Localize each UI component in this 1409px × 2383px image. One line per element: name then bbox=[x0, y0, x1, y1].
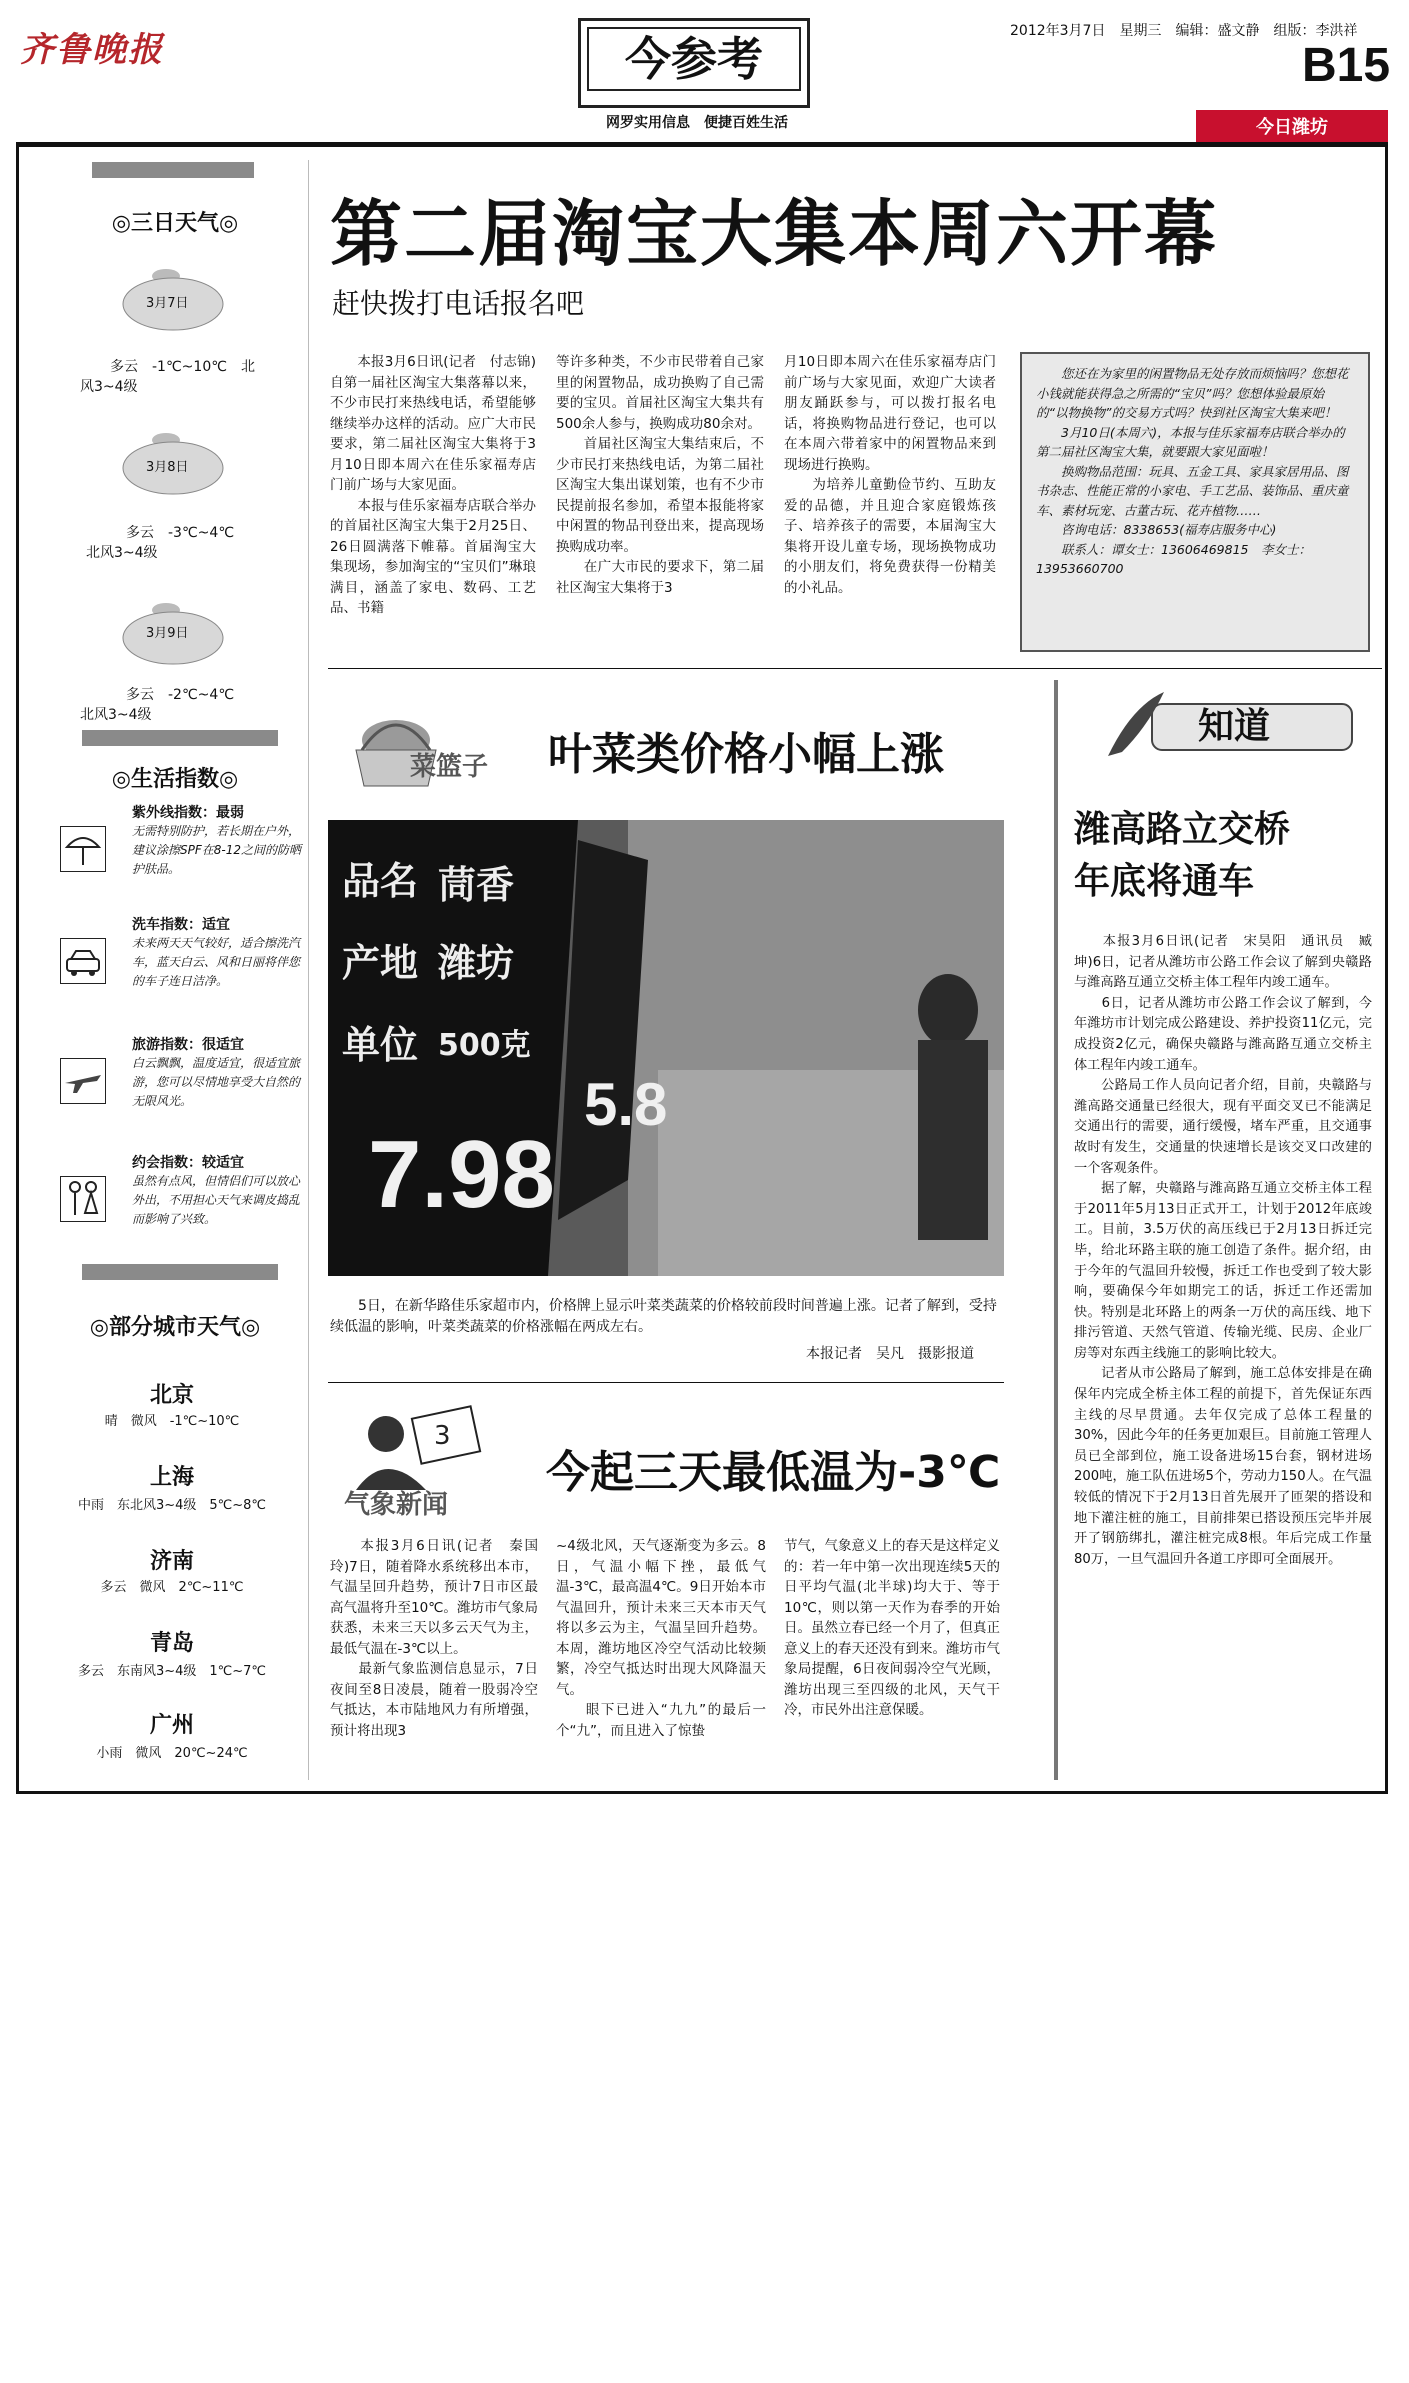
veg-headline: 叶菜类价格小幅上涨 bbox=[548, 729, 944, 780]
weather-news-kicker: 气象新闻 bbox=[344, 1490, 449, 1520]
sign-label: 单位 bbox=[342, 1023, 419, 1067]
city-name: 上海 bbox=[149, 1465, 194, 1490]
zhidao-headline-line1: 潍高路立交桥 bbox=[1074, 809, 1291, 850]
sign-price: 5.8 bbox=[584, 1071, 668, 1138]
day-wind: 北风3~4级 bbox=[80, 707, 152, 723]
paper-logo: 齐鲁晚报 bbox=[20, 30, 164, 70]
svg-text:3: 3 bbox=[434, 1421, 451, 1451]
day-forecast: 多云 -3℃~4℃ bbox=[126, 525, 235, 541]
city-weather-title: ◎部分城市天气◎ bbox=[89, 1315, 261, 1340]
city-name: 北京 bbox=[149, 1383, 194, 1408]
three-day-weather-title: ◎三日天气◎ bbox=[111, 211, 239, 236]
parasol-icon bbox=[60, 826, 106, 872]
index-body: 虽然有点风，但情侣们可以放心外出，不用担心天气来调皮捣乱而影响了兴致。 bbox=[132, 1174, 301, 1226]
veg-kicker: 菜篮子 bbox=[410, 752, 489, 782]
zhidao-kicker: 知道 bbox=[1198, 705, 1271, 747]
city-name: 广州 bbox=[149, 1713, 194, 1738]
car-wash-icon bbox=[60, 938, 106, 984]
lead-body-col1: 本报3月6日讯(记者 付志锦)自第一届社区淘宝大集落幕以来，不少市民打来热线电话，希望能够继续举办这样的活动。应广大市民要求，第二届社区淘宝大集将于3月10日即本周六在佳乐家福寿店门前广场与大家见面。 本报与佳乐家福寿店联合举办的首届社区淘宝大集于2月25日、26日圆满落下帷幕。首届淘宝大集现场，参加淘宝的“宝贝们”琳琅满目，涵盖了家电、数码、工艺品、书籍 bbox=[330, 354, 536, 616]
sign-value: 茼香 bbox=[438, 863, 515, 907]
city-name: 济南 bbox=[149, 1549, 194, 1574]
section-divider bbox=[328, 1382, 1004, 1383]
index-body: 无需特别防护，若长期在户外，建议涂擦SPF在8-12之间的防晒护肤品。 bbox=[132, 824, 301, 876]
city-forecast: 多云 东南风3~4级 1℃~7℃ bbox=[77, 1664, 267, 1679]
zhidao-headline-line2: 年底将通车 bbox=[1074, 861, 1255, 902]
section-divider bbox=[328, 668, 1382, 669]
day-wind: 风3~4级 bbox=[80, 379, 138, 395]
city-name: 青岛 bbox=[149, 1631, 194, 1656]
day-date: 3月9日 bbox=[146, 626, 189, 641]
column-title: 今参考 bbox=[587, 27, 801, 91]
zhidao-body: 本报3月6日讯(记者 宋昊阳 通讯员 臧坤)6日，记者从潍坊市公路工作会议了解到央赣路与潍高路互通立交桥主体工程年内竣工通车。 6日，记者从潍坊市公路工作会议了解到，今年潍坊市计划完成公路建设、养护投资11亿元，完成投资2亿元，确保央赣路与潍高路互通立交桥主体工程年内竣工通车。 公路局工作人员向记者介绍，目前，央赣路与潍高路交通量已经很大，现有平面交叉已不能满足交通出行的需要，通行缓慢，堵车严重，且交通事故时有发生，交通量的快速增长是该交叉口改建的一个客观条件。 据了解，央赣路与潍高路互通立交桥主体工程于2011年5月13日正式开工，计划于2012年底竣工。目前，3.5万伏的高压线已于2月13日拆迁完毕，给北环路主联的施工创造了条件。据介绍，由于今年的气温回升较慢，拆迁工作也受到了较大影响，要确保今年如期完工的话，拆迁工作还需加快。特别是北环路上的两条一万伏的高压线、地下排污管道、天然气管道、传输光缆、民房、企业厂房等对东西主线施工的影响比较大。 记者从市公路局了解到，施工总体安排是在确保年内完成全桥主体工程的前提下，首先保证东西主线的尽早贯通。去年仅完成了总体工程量的30%，因此今年的任务更加艰巨。目前施工管理人员已全部到位，施工设备进场15台套，钢材进场200吨，施工队伍进场5个，劳动力150人。在气温较低的情况下于2月13日首先展开了匝架的搭设和地下灌注桩的施工，目前排架已搭设预压完毕并展开了钢筋绑扎，灌注桩完成8根。年后完成工作量80万，一旦气温回升各道工序即可全面展开。 bbox=[1074, 934, 1372, 1567]
sign-value: 潍坊 bbox=[438, 941, 515, 985]
day-date: 3月8日 bbox=[146, 460, 189, 475]
page-meta: 2012年3月7日 星期三 编辑：盛文静 组版：李洪祥 bbox=[1010, 23, 1358, 39]
lead-body-col3: 月10日即本周六在佳乐家福寿店门前广场与大家见面，欢迎广大读者朋友踊跃参与，可以拨打报名电话，将换购物品进行登记，也可以在本周六带着家中的闲置物品来到现场进行换购。 为培养儿童勤俭节约、互助友爱的品德，并且迎合家庭锻炼孩子、培养孩子的需要，本届淘宝大集将开设儿童专场，现场换物成功的小朋友们，将免费获得一份精美的小礼品。 bbox=[784, 354, 996, 596]
event-notice-box: 您还在为家里的闲置物品无处存放而烦恼吗？您想花小钱就能获得急之所需的“宝贝”吗？您想体验最原始的“以物换物”的交易方式吗？快到社区淘宝大集来吧！ 3月10日(本周六)，本报与佳乐家福寿店联合举办的第二届社区淘宝大集，就要跟大家见面啦！ 换购物品范围：玩具、五金工具、家具家居用品、图书杂志、性能正常的小家电、手工艺品、装饰品、重庆童车、素材玩宠、古董古玩、花卉植物…… 咨询电话：8338653(福寿店服务中心) 联系人：谭女士：13606469815 李女士：13953660700 bbox=[1020, 352, 1370, 652]
lead-headline: 第二届淘宝大集本周六开幕 bbox=[330, 191, 1219, 276]
index-title: 约会指数：较适宜 bbox=[132, 1155, 244, 1171]
divider-bar bbox=[82, 1264, 278, 1280]
city-forecast: 中雨 东北风3~4级 5℃~8℃ bbox=[77, 1498, 267, 1513]
divider-bar bbox=[82, 730, 278, 746]
day-forecast: 多云 -2℃~4℃ bbox=[126, 687, 235, 703]
index-title: 紫外线指数：最弱 bbox=[132, 805, 244, 821]
sign-label: 产地 bbox=[342, 941, 419, 985]
index-title: 旅游指数：很适宜 bbox=[132, 1037, 244, 1053]
airplane-icon bbox=[60, 1058, 106, 1104]
column-title-box bbox=[578, 18, 810, 108]
life-index-title: ◎生活指数◎ bbox=[111, 767, 239, 792]
column-rule bbox=[308, 160, 309, 1780]
city-forecast: 小雨 微风 20℃~24℃ bbox=[96, 1746, 248, 1761]
day-date: 3月7日 bbox=[146, 296, 189, 311]
weather-body-col3: 节气，气象意义上的春天是这样定义的：若一年中第一次出现连续5天的日平均气温(北半球)均大于、等于10℃，则以第一天作为春季的开始日。虽然立春已经一个月了，但真正意义上的春天还没有到来。潍坊市气象局提醒，6日夜间弱冷空气光顾，潍坊出现三至四级的北风，天气干冷，市民外出注意保暖。 bbox=[784, 1538, 1000, 1718]
day-forecast: 多云 -1℃~10℃ 北 bbox=[110, 359, 255, 375]
couple-icon bbox=[60, 1176, 106, 1222]
weather-news-headline: 今起三天最低温为-3℃ bbox=[546, 1447, 1001, 1498]
index-body: 未来两天天气较好，适合擦洗汽车，蓝天白云、风和日丽将伴您的车子连日洁净。 bbox=[132, 936, 301, 988]
sign-value: 500克 bbox=[438, 1028, 531, 1063]
lead-body-col2: 等许多种类，不少市民带着自己家里的闲置物品，成功换购了自己需要的宝贝。首届社区淘宝大集共有500余人参与，换购成功80余对。 首届社区淘宝大集结束后，不少市民打来热线电话，为第二届社区淘宝大集出谋划策，也有不少市民提前报名参加，希望本报能将家中闲置的物品刊登出来，提高现场换购成功率。 在广大市民的要求下，第二届社区淘宝大集将于3 bbox=[556, 354, 764, 596]
sidebar-rule bbox=[1054, 680, 1058, 1780]
weather-body-col2: ~4级北风，天气逐渐变为多云。8日，气温小幅下挫，最低气温-3℃，最高温4℃。9日开始本市气温回升，预计未来三天本市天气将以多云为主，气温呈回升趋势。本周，潍坊地区冷空气活动比较频繁，冷空气抵达时出现大风降温天气。 眼下已进入“九九”的最后一个“九”，而且进入了惊蛰 bbox=[556, 1538, 766, 1739]
section-label: 今日潍坊 bbox=[1196, 110, 1388, 146]
sign-price: 7.98 bbox=[368, 1121, 555, 1228]
weather-body-col1: 本报3月6日讯(记者 秦国玲)7日，随着降水系统移出本市，气温呈回升趋势，预计7日市区最高气温将升至10℃。潍坊市气象局获悉，未来三天以多云天气为主，最低气温在-3℃以上。 最新气象监测信息显示，7日夜间至8日凌晨，随着一股弱冷空气抵达，本市陆地风力有所增强，预计将出现3 bbox=[330, 1538, 538, 1739]
sign-label: 品名 bbox=[342, 859, 419, 903]
divider-bar bbox=[92, 162, 254, 178]
city-forecast: 多云 微风 2℃~11℃ bbox=[100, 1580, 244, 1595]
index-body: 白云飘飘，温度适宜，很适宜旅游，您可以尽情地享受大自然的无限风光。 bbox=[132, 1056, 301, 1108]
photo-credit: 本报记者 吴凡 摄影报道 bbox=[806, 1346, 974, 1362]
supermarket-photo bbox=[328, 820, 1004, 1276]
column-tagline: 网罗实用信息 便捷百姓生活 bbox=[606, 115, 788, 131]
index-title: 洗车指数：适宜 bbox=[132, 917, 230, 933]
city-forecast: 晴 微风 -1℃~10℃ bbox=[104, 1414, 240, 1429]
page-number: B15 bbox=[1302, 39, 1391, 92]
lead-subhead: 赶快拨打电话报名吧 bbox=[332, 287, 585, 320]
day-wind: 北风3~4级 bbox=[86, 545, 158, 561]
photo-caption: 5日，在新华路佳乐家超市内，价格牌上显示叶菜类蔬菜的价格较前段时间普遍上涨。记者了解到，受持续低温的影响，叶菜类蔬菜的价格涨幅在两成左右。 bbox=[330, 1298, 997, 1335]
